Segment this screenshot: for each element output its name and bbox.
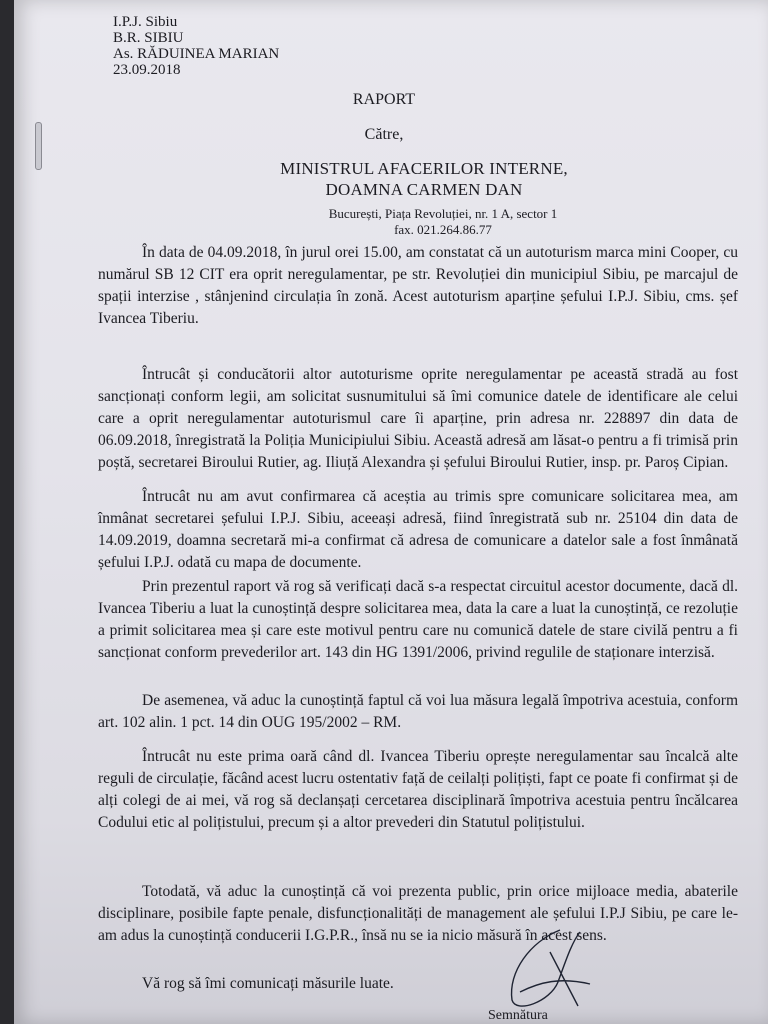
- sender-header: [113, 14, 279, 78]
- salutation: Către,: [364, 126, 404, 143]
- paragraph: Întrucât nu am avut confirmarea că aceștia au trimis spre comunicare solicitarea mea, am înmânat secretarei șefului I.P.J. Sibiu, aceeași adresă, fiind înregistrată sub nr. 25104 din data de 14.09.2019, doamna secretară mi-a confirmat că adresa de comunicare a datelor sale a fost înmânată șefului I.P.J. odată cu mapa de documente.: [98, 488, 738, 571]
- paragraph: Totodată, vă aduc la cunoștință că voi prezenta public, prin orice mijloace media, abaterile disciplinare, posibile fapte penale, disfuncționalități de management ale șefului I.P.J Sibiu, pe care le-am adus la cunoștință conducerii I.G.P.R., însă nu se ia nicio măsură în acest sens.: [98, 883, 738, 944]
- recipient-address: București, Piața Revoluției, nr. 1 A, sector 1: [328, 206, 558, 221]
- paragraph: Întrucât nu este prima oară când dl. Ivancea Tiberiu oprește neregulamentar sau încalcă alte reguli de circulație, făcând acest lucru ostentativ față de ceilalți polițiști, fapt ce poate fi confirmat și de alți colegi de ai mei, vă rog să declanșați cercetarea disciplinară împotriva acestuia pentru încălcarea Codului etic al polițistului, precum și a altor prevederi din Statutul polițistului.: [98, 748, 738, 831]
- recipient-name: DOAMNA CARMEN DAN: [325, 180, 523, 199]
- paragraph: Prin prezentul raport vă rog să verificați dacă s-a respectat circuitul acestor documente, dacă dl. Ivancea Tiberiu a luat la cunoștință despre solicitarea mea, data la care a luat la cunoștință, ce rezoluție a primit solicitarea mea și care este motivul pentru care nu comunică datele de stare civilă pentru a fi sancționat conform prevederilor art. 143 din HG 1391/2006, privind regulile de staționare interzisă.: [98, 578, 738, 661]
- recipient-block: [40, 158, 768, 200]
- paragraph: Întrucât și conducătorii altor autoturisme oprite neregulamentar pe această stradă au fost sancționați conform legii, am solicitat susnumitului să îmi comunice datele de identificare ale celui care a oprit neregulamentar autoturismul care îi aparține, prin adresa nr. 228897 din data de 06.09.2018, înregistrată la Poliția Municipiului Sibiu. Această adresă am lăsat-o pentru a fi trimisă prin poștă, secretarei Biroului Rutier, ag. Iliuță Alexandra și șefului Biroului Rutier, insp. pr. Paroș Cipian.: [98, 366, 738, 471]
- handwritten-signature: [490, 922, 600, 1012]
- sender-name: As. RĂDUINEA MARIAN: [113, 46, 280, 62]
- sender-department: B.R. SIBIU: [113, 30, 184, 46]
- paragraph: În data de 04.09.2018, în jurul orei 15.00, am constatat că un autoturism marca mini Cooper, cu numărul SB 12 CIT era oprit neregulamentar, pe str. Revoluției din municipiul Sibiu, pe marcajul de spații interzise , stânjenind circulația în zonă. Acest autoturism aparține șefului I.P.J. Sibiu, cms. șef Ivancea Tiberiu.: [98, 244, 738, 327]
- document-title: RAPORT: [352, 91, 416, 108]
- closing-line: Vă rog să îmi comunicați măsurile luate.: [142, 975, 394, 992]
- paragraph: De asemenea, vă aduc la cunoștință faptul că voi lua măsura legală împotriva acestuia, conform art. 102 alin. 1 pct. 14 din OUG 195/2002 – RM.: [98, 692, 738, 731]
- sender-institution: I.P.J. Sibiu: [113, 14, 178, 30]
- document-date: 23.09.2018: [113, 62, 181, 78]
- recipient-address-block: [329, 206, 558, 238]
- recipient-fax: fax. 021.264.86.77: [394, 222, 492, 237]
- recipient-title: MINISTRUL AFACERILOR INTERNE,: [280, 159, 568, 178]
- signature-label: Semnătura: [488, 1008, 548, 1023]
